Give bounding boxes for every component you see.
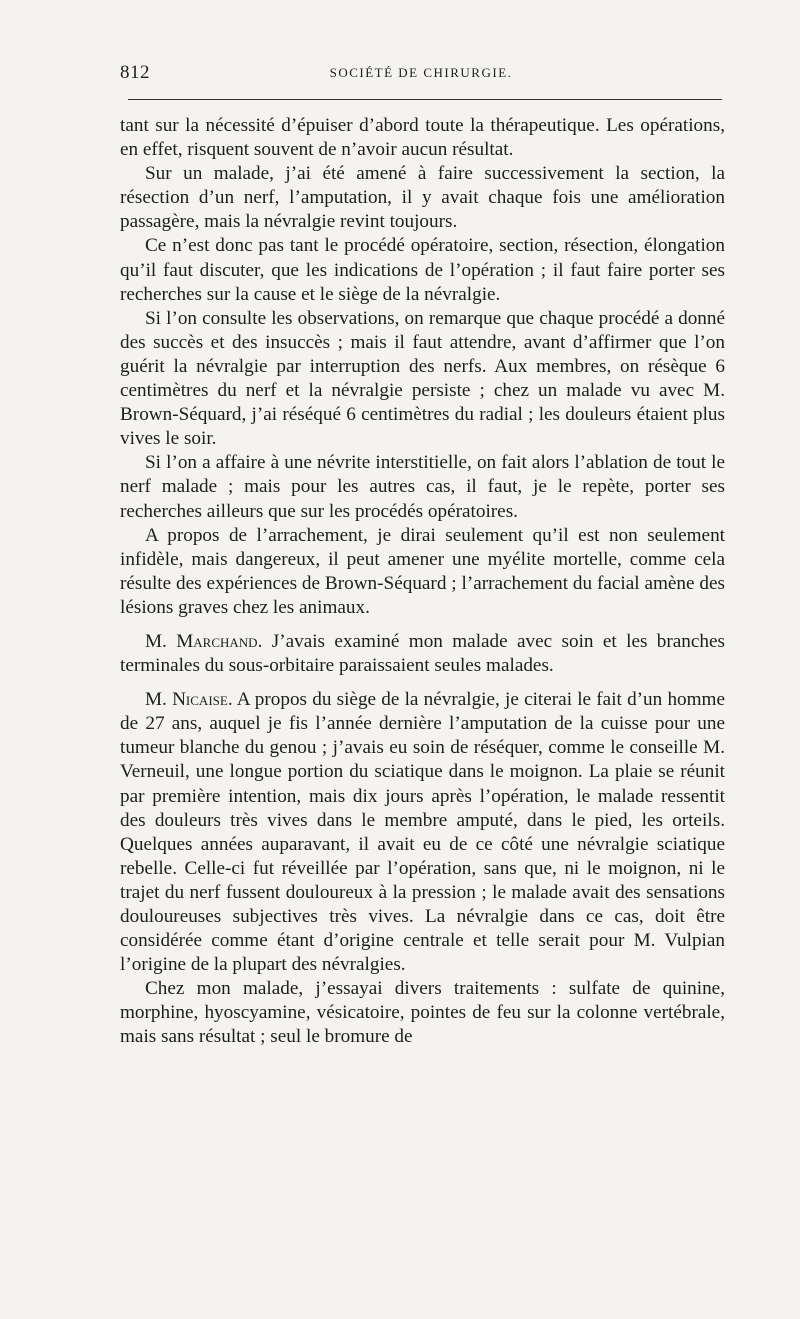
paragraph-text: Chez mon malade, j’essayai divers traitements : sulfate de quinine, morphine, hyoscyamine, vésicatoire, pointes de feu sur la colonne vertébrale, mais sans résultat ; seul le bromure de [120,978,725,1048]
paragraph-text: tant sur la nécessité d’épuiser d’abord toute la thérapeutique. Les opérations, en effet, risquent souvent de n’avoir aucun résultat. [120,115,725,161]
paragraph [120,524,725,620]
paragraph [120,451,725,523]
paragraph [120,977,725,1049]
page-header [120,62,722,92]
speaker-name: M. Marchand. [145,630,263,652]
paragraph [120,234,725,306]
paragraph [120,162,725,234]
paragraph-nicaise [120,688,725,977]
running-title: SOCIÉTÉ DE CHIRURGIE. [329,65,513,80]
paragraph-text: A propos du siège de la névralgie, je citerai le fait d’un homme de 27 ans, auquel je fis l’année dernière l’amputation de la cuisse pour une tumeur blanche du genou ; j’avais eu soin de réséquer, comme le conseille M. Verneuil, une longue portion du sciatique dans le moignon. La plaie se réunit par première intention, mais dix jours après l’opération, le malade ressentit des douleurs très vives dans le membre amputé, dans le pied, les orteils. Quelques années auparavant, il avait eu de ce côté une névralgie sciatique rebelle. Celle-ci fut réveillée par l’opération, sans que, ni le moignon, ni le trajet du nerf fussent douloureux à la pression ; le malade avait des sensations douloureuses subjectives très vives. La névralgie dans ce cas, doit être considérée comme étant d’origine centrale et telle serait pour M. Vulpian l’origine de la plupart des névralgies. [120,689,726,976]
paragraph [120,307,725,452]
paragraph-text: Sur un malade, j’ai été amené à faire successivement la section, la résection d’un nerf, l’amputation, il y avait chaque fois une amélioration passagère, mais la névralgie revint toujours. [120,163,725,233]
paragraph-text: Si l’on a affaire à une névrite interstitielle, on fait alors l’ablation de tout le nerf malade ; mais pour les autres cas, il faut, je le repète, porter ses recherches ailleurs que sur les procédés opératoires. [120,452,725,522]
paragraph-marchand [120,630,725,678]
paragraph-text: J’avais examiné mon malade avec soin et les branches terminales du sous-orbitaire paraissaient seules malades. [120,630,725,677]
paragraph-text: A propos de l’arrachement, je dirai seulement qu’il est non seulement infidèle, mais dangereux, il peut amener une myélite mortelle, comme cela résulte des expériences de Brown-Séquard ; l’arrachement du facial amène des lésions graves chez les animaux. [120,524,725,618]
paragraph-text: Si l’on consulte les observations, on remarque que chaque procédé a donné des succès et des insuccès ; mais il faut attendre, avant d’affirmer que l’on guérit la névralgie par interruption des nerfs. Aux membres, on résèque 6 centimètres du nerf et la névralgie persiste ; chez un malade vu avec M. Brown-Séquard, j’ai réséqué 6 centimètres du radial ; les douleurs étaient plus vives le soir. [120,307,725,450]
body-text [120,114,725,1050]
header-rule [128,99,722,100]
paragraph-text: Ce n’est donc pas tant le procédé opératoire, section, résection, élongation qu’il faut discuter, que les indications de l’opération ; il faut faire porter ses recherches sur la cause et le siège de la névralgie. [120,235,725,305]
page-number: 812 [120,62,150,83]
speaker-name: M. Nicaise. [145,689,233,711]
paragraph [120,114,725,162]
